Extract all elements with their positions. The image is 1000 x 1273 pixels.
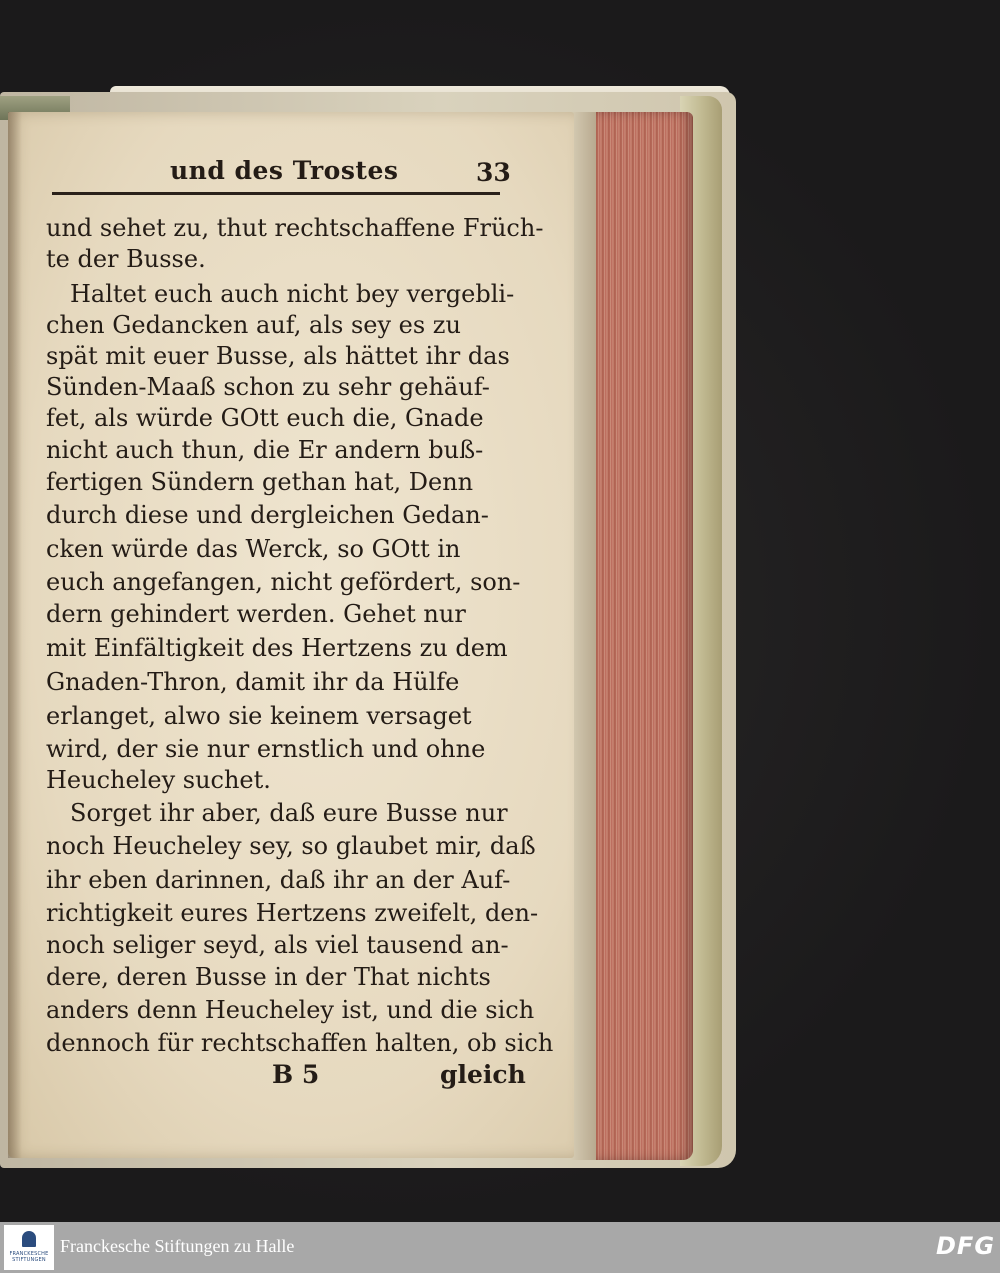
text-line: fet, als würde GOtt euch die, Gnade [46, 404, 484, 432]
text-line: Sorget ihr aber, daß eure Busse nur [70, 799, 508, 827]
text-line: noch Heucheley sey, so glaubet mir, daß [46, 832, 536, 860]
text-line: te der Busse. [46, 245, 206, 273]
text-line: anders denn Heucheley ist, und die sich [46, 996, 535, 1024]
text-line: chen Gedancken auf, als sey es zu [46, 311, 461, 339]
footer-bar [0, 1222, 1000, 1273]
text-line: spät mit euer Busse, als hättet ihr das [46, 342, 510, 370]
text-line: noch seliger seyd, als viel tausend an- [46, 931, 509, 959]
page-number: 33 [476, 158, 511, 187]
text-line: Haltet euch auch nicht bey vergebli- [70, 280, 515, 308]
text-line: erlanget, alwo sie keinem versaget [46, 702, 472, 730]
text-line: mit Einfältigkeit des Hertzens zu dem [46, 634, 508, 662]
text-line: ihr eben darinnen, daß ihr an der Auf- [46, 866, 511, 894]
logo-text: FRANCKESCHE STIFTUNGEN [9, 1251, 49, 1263]
text-line: Sünden-Maaß schon zu sehr gehäuf- [46, 373, 490, 401]
text-line: dern gehindert werden. Gehet nur [46, 600, 466, 628]
text-line: durch diese und dergleichen Gedan- [46, 501, 489, 529]
text-line: nicht auch thun, die Er andern buß- [46, 436, 484, 464]
catchword: gleich [440, 1060, 526, 1089]
page-gutter-shadow [8, 112, 22, 1158]
running-head: und des Trostes [170, 156, 399, 185]
building-icon [22, 1231, 36, 1247]
text-line: wird, der sie nur ernstlich und ohne [46, 735, 486, 763]
page-header [170, 156, 511, 190]
text-line: fertigen Sündern gethan hat, Denn [46, 468, 474, 496]
signature-mark: B 5 [272, 1060, 320, 1089]
text-line: und sehet zu, thut rechtschaffene Früch- [46, 214, 544, 242]
text-line: dennoch für rechtschaffen halten, ob sich [46, 1029, 554, 1057]
institution-name[interactable]: Franckesche Stiftungen zu Halle [60, 1236, 295, 1256]
text-line: richtigkeit eures Hertzens zweifelt, den- [46, 899, 539, 927]
institution-logo[interactable] [4, 1225, 54, 1270]
dfg-logo[interactable]: DFG [936, 1232, 996, 1260]
text-line: dere, deren Busse in der That nichts [46, 963, 491, 991]
header-rule [52, 192, 500, 195]
text-line: Heucheley suchet. [46, 766, 271, 794]
text-line: euch angefangen, nicht gefördert, son- [46, 568, 521, 596]
text-line: cken würde das Werck, so GOtt in [46, 535, 461, 563]
text-line: Gnaden-Thron, damit ihr da Hülfe [46, 668, 460, 696]
